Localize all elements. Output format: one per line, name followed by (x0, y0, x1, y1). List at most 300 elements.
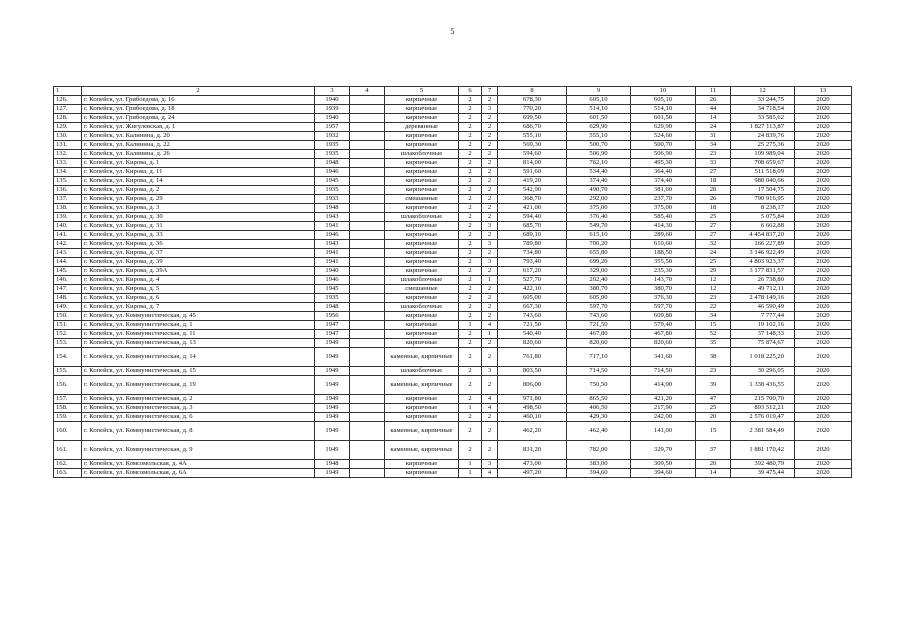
residential-area-cell: 309,50 (631, 460, 696, 469)
address-cell: г. Копейск, ул. Калинина, д. 20 (82, 132, 315, 141)
plan-year-cell: 2020 (795, 141, 852, 150)
residential-area-cell: 235,30 (631, 267, 696, 276)
floors-cell: 2 (459, 285, 482, 294)
row-number: 132. (54, 150, 82, 159)
wall-material-cell: кирпичные (385, 469, 459, 478)
wall-material-cell: кирпичные (385, 267, 459, 276)
address-cell: г. Копейск, ул. Комсомольская, д. 6А (82, 469, 315, 478)
floors-cell: 2 (459, 177, 482, 186)
year-built-cell: 1935 (315, 294, 350, 303)
address-cell: г. Копейск, ул. Комсомольская, д. 4А (82, 460, 315, 469)
floors-cell: 1 (459, 460, 482, 469)
column-header: 12 (731, 87, 795, 96)
column-header: 11 (696, 87, 731, 96)
living-area-cell: 374,40 (567, 177, 631, 186)
residents-cell: 52 (696, 330, 731, 339)
living-area-cell: 406,50 (567, 404, 631, 413)
plan-year-cell: 2020 (795, 258, 852, 267)
total-area-cell: 460,10 (498, 413, 567, 422)
address-cell: г. Копейск, ул. Кирова, д. 4 (82, 276, 315, 285)
address-cell: г. Копейск, ул. Кирова, д. 39 (82, 258, 315, 267)
residents-cell: 27 (696, 168, 731, 177)
wall-material-cell: кирпичные (385, 222, 459, 231)
wall-material-cell: деревянные (385, 123, 459, 132)
living-area-cell: 597,70 (567, 303, 631, 312)
residential-area-cell: 629,90 (631, 123, 696, 132)
year-built-cell: 1948 (315, 204, 350, 213)
residents-cell: 28 (696, 186, 731, 195)
housing-registry-table (53, 86, 852, 478)
entrances-cell: 2 (482, 177, 498, 186)
cost-cell: 1 827 113,87 (731, 123, 795, 132)
year-built-cell: 1949 (315, 441, 350, 460)
residents-cell: 31 (696, 132, 731, 141)
column-header: 5 (385, 87, 459, 96)
residential-area-cell: 506,90 (631, 150, 696, 159)
floors-cell: 2 (459, 348, 482, 367)
table-row (54, 258, 852, 267)
table-row (54, 132, 852, 141)
column-4-cell (350, 132, 385, 141)
table-row (54, 105, 852, 114)
cost-cell: 30 296,05 (731, 367, 795, 376)
wall-material-cell: кирпичные (385, 460, 459, 469)
floors-cell: 2 (459, 213, 482, 222)
column-4-cell (350, 404, 385, 413)
column-4-cell (350, 258, 385, 267)
wall-material-cell: шлакоблочные (385, 276, 459, 285)
total-area-cell: 689,10 (498, 231, 567, 240)
plan-year-cell: 2020 (795, 395, 852, 404)
year-built-cell: 1946 (315, 168, 350, 177)
year-built-cell: 1946 (315, 231, 350, 240)
row-number: 140. (54, 222, 82, 231)
year-built-cell: 1940 (315, 96, 350, 105)
total-area-cell: 419,20 (498, 177, 567, 186)
address-cell: г. Копейск, ул. Кирова, д. 7 (82, 303, 315, 312)
row-number: 138. (54, 204, 82, 213)
residents-cell: 34 (696, 141, 731, 150)
plan-year-cell: 2020 (795, 276, 852, 285)
row-number: 148. (54, 294, 82, 303)
residential-area-cell: 376,30 (631, 294, 696, 303)
row-number: 135. (54, 177, 82, 186)
table-row (54, 177, 852, 186)
year-built-cell: 1932 (315, 132, 350, 141)
table-row (54, 141, 852, 150)
address-cell: г. Копейск, ул. Коммунистическая, д. 13 (82, 339, 315, 348)
residents-cell: 20 (696, 413, 731, 422)
row-number: 153. (54, 339, 82, 348)
column-header: 2 (82, 87, 315, 96)
column-4-cell (350, 222, 385, 231)
wall-material-cell: кирпичные (385, 258, 459, 267)
cost-cell: 4 454 837,20 (731, 231, 795, 240)
table-row (54, 312, 852, 321)
column-header: 13 (795, 87, 852, 96)
wall-material-cell: кирпичные (385, 231, 459, 240)
cost-cell: 2 381 584,49 (731, 422, 795, 441)
floors-cell: 2 (459, 186, 482, 195)
address-cell: г. Копейск, ул. Коммунистическая, д. 8 (82, 422, 315, 441)
entrances-cell: 3 (482, 105, 498, 114)
cost-cell: 17 504,75 (731, 186, 795, 195)
wall-material-cell: кирпичные (385, 168, 459, 177)
year-built-cell: 1949 (315, 367, 350, 376)
entrances-cell: 2 (482, 339, 498, 348)
entrances-cell: 3 (482, 240, 498, 249)
row-number: 157. (54, 395, 82, 404)
table-row (54, 376, 852, 395)
living-area-cell: 202,40 (567, 276, 631, 285)
column-4-cell (350, 186, 385, 195)
total-area-cell: 497,20 (498, 469, 567, 478)
entrances-cell: 2 (482, 195, 498, 204)
living-area-cell: 534,40 (567, 168, 631, 177)
cost-cell: 166 227,89 (731, 240, 795, 249)
table-row (54, 168, 852, 177)
column-4-cell (350, 231, 385, 240)
year-built-cell: 1949 (315, 376, 350, 395)
table-row (54, 285, 852, 294)
wall-material-cell: кирпичные (385, 159, 459, 168)
floors-cell: 2 (459, 376, 482, 395)
floors-cell: 2 (459, 150, 482, 159)
living-area-cell: 762,10 (567, 159, 631, 168)
floors-cell: 2 (459, 141, 482, 150)
living-area-cell: 383,00 (567, 460, 631, 469)
plan-year-cell: 2020 (795, 186, 852, 195)
cost-cell: 215 700,70 (731, 395, 795, 404)
floors-cell: 2 (459, 312, 482, 321)
wall-material-cell: кирпичные (385, 141, 459, 150)
column-4-cell (350, 294, 385, 303)
total-area-cell: 569,30 (498, 141, 567, 150)
residents-cell: 37 (696, 441, 731, 460)
residents-cell: 14 (696, 114, 731, 123)
address-cell: г. Копейск, ул. Кирова, д. 33 (82, 231, 315, 240)
entrances-cell: 2 (482, 213, 498, 222)
column-4-cell (350, 168, 385, 177)
plan-year-cell: 2020 (795, 469, 852, 478)
wall-material-cell: кирпичные (385, 114, 459, 123)
column-4-cell (350, 240, 385, 249)
row-number: 156. (54, 376, 82, 395)
residents-cell: 32 (696, 240, 731, 249)
cost-cell: 109 989,04 (731, 150, 795, 159)
table-row (54, 213, 852, 222)
residents-cell: 35 (696, 339, 731, 348)
residential-area-cell: 188,50 (631, 249, 696, 258)
wall-material-cell: кирпичные (385, 249, 459, 258)
residents-cell: 25 (696, 258, 731, 267)
table-row (54, 123, 852, 132)
address-cell: г. Копейск, ул. Кирова, д. 5 (82, 285, 315, 294)
year-built-cell: 1939 (315, 105, 350, 114)
table-row (54, 222, 852, 231)
entrances-cell: 2 (482, 204, 498, 213)
residential-area-cell: 601,50 (631, 114, 696, 123)
wall-material-cell: кирпичные (385, 132, 459, 141)
floors-cell: 2 (459, 114, 482, 123)
entrances-cell: 2 (482, 267, 498, 276)
living-area-cell: 615,10 (567, 231, 631, 240)
residential-area-cell: 374,40 (631, 177, 696, 186)
cost-cell: 4 803 923,37 (731, 258, 795, 267)
column-4-cell (350, 96, 385, 105)
year-built-cell: 1948 (315, 460, 350, 469)
cost-cell: 24 839,76 (731, 132, 795, 141)
residential-area-cell: 355,50 (631, 258, 696, 267)
entrances-cell: 2 (482, 150, 498, 159)
floors-cell: 2 (459, 105, 482, 114)
residential-area-cell: 609,80 (631, 312, 696, 321)
living-area-cell: 329,00 (567, 267, 631, 276)
year-built-cell: 1940 (315, 267, 350, 276)
plan-year-cell: 2020 (795, 404, 852, 413)
row-number: 160. (54, 422, 82, 441)
total-area-cell: 473,00 (498, 460, 567, 469)
wall-material-cell: кирпичные (385, 240, 459, 249)
living-area-cell: 714,50 (567, 367, 631, 376)
year-built-cell: 1948 (315, 159, 350, 168)
plan-year-cell: 2020 (795, 460, 852, 469)
column-4-cell (350, 150, 385, 159)
cost-cell: 8 238,17 (731, 204, 795, 213)
row-number: 136. (54, 186, 82, 195)
plan-year-cell: 2020 (795, 267, 852, 276)
cost-cell: 7 777,44 (731, 312, 795, 321)
residents-cell: 24 (696, 123, 731, 132)
column-4-cell (350, 413, 385, 422)
living-area-cell: 467,80 (567, 330, 631, 339)
table-row (54, 114, 852, 123)
plan-year-cell: 2020 (795, 249, 852, 258)
residents-cell: 25 (696, 404, 731, 413)
address-cell: г. Копейск, ул. Коммунистическая, д. 11 (82, 330, 315, 339)
living-area-cell: 500,70 (567, 141, 631, 150)
year-built-cell: 1945 (315, 177, 350, 186)
living-area-cell: 605,00 (567, 294, 631, 303)
wall-material-cell: смешанные (385, 195, 459, 204)
address-cell: г. Копейск, ул. Жигулевская, д. 1 (82, 123, 315, 132)
table-body (54, 87, 852, 478)
residents-cell: 26 (696, 195, 731, 204)
floors-cell: 2 (459, 96, 482, 105)
plan-year-cell: 2020 (795, 204, 852, 213)
table-row (54, 469, 852, 478)
year-built-cell: 1949 (315, 413, 350, 422)
plan-year-cell: 2020 (795, 303, 852, 312)
row-number: 151. (54, 321, 82, 330)
cost-cell: 3 146 922,49 (731, 249, 795, 258)
entrances-cell: 2 (482, 441, 498, 460)
row-number: 163. (54, 469, 82, 478)
table-row (54, 294, 852, 303)
floors-cell: 2 (459, 231, 482, 240)
row-number: 152. (54, 330, 82, 339)
living-area-cell: 721,50 (567, 321, 631, 330)
cost-cell: 19 102,16 (731, 321, 795, 330)
address-cell: г. Копейск, ул. Калинина, д. 22 (82, 141, 315, 150)
row-number: 128. (54, 114, 82, 123)
residential-area-cell: 341,60 (631, 348, 696, 367)
entrances-cell: 2 (482, 114, 498, 123)
residential-area-cell: 514,10 (631, 105, 696, 114)
year-built-cell: 1943 (315, 240, 350, 249)
row-number: 144. (54, 258, 82, 267)
year-built-cell: 1949 (315, 348, 350, 367)
floors-cell: 2 (459, 395, 482, 404)
total-area-cell: 789,80 (498, 240, 567, 249)
cost-cell: 790 916,95 (731, 195, 795, 204)
table-row (54, 150, 852, 159)
entrances-cell: 3 (482, 367, 498, 376)
row-number: 141. (54, 231, 82, 240)
floors-cell: 2 (459, 204, 482, 213)
residents-cell: 20 (696, 460, 731, 469)
residents-cell: 27 (696, 231, 731, 240)
year-built-cell: 1945 (315, 285, 350, 294)
address-cell: г. Копейск, ул. Калинина, д. 26 (82, 150, 315, 159)
plan-year-cell: 2020 (795, 222, 852, 231)
column-4-cell (350, 460, 385, 469)
floors-cell: 2 (459, 276, 482, 285)
residents-cell: 33 (696, 159, 731, 168)
row-number: 147. (54, 285, 82, 294)
row-number: 130. (54, 132, 82, 141)
cost-cell: 33 244,75 (731, 96, 795, 105)
column-4-cell (350, 339, 385, 348)
total-area-cell: 667,30 (498, 303, 567, 312)
row-number: 137. (54, 195, 82, 204)
total-area-cell: 498,50 (498, 404, 567, 413)
floors-cell: 2 (459, 195, 482, 204)
total-area-cell: 605,00 (498, 294, 567, 303)
plan-year-cell: 2020 (795, 150, 852, 159)
floors-cell: 2 (459, 222, 482, 231)
wall-material-cell: каменные, кирпичные (385, 441, 459, 460)
residents-cell: 38 (696, 348, 731, 367)
residential-area-cell: 375,00 (631, 204, 696, 213)
total-area-cell: 806,00 (498, 376, 567, 395)
entrances-cell: 4 (482, 321, 498, 330)
total-area-cell: 803,50 (498, 367, 567, 376)
total-area-cell: 686,70 (498, 123, 567, 132)
total-area-cell: 422,10 (498, 285, 567, 294)
wall-material-cell: шлакоблочные (385, 303, 459, 312)
table-row (54, 186, 852, 195)
living-area-cell: 292,00 (567, 195, 631, 204)
residential-area-cell: 380,70 (631, 285, 696, 294)
address-cell: г. Копейск, ул. Кирова, д. 37 (82, 249, 315, 258)
entrances-cell: 2 (482, 413, 498, 422)
cost-cell: 988 040,66 (731, 177, 795, 186)
residents-cell: 15 (696, 422, 731, 441)
column-header: 9 (567, 87, 631, 96)
address-cell: г. Копейск, ул. Кирова, д. 6 (82, 294, 315, 303)
total-area-cell: 814,00 (498, 159, 567, 168)
column-4-cell (350, 441, 385, 460)
floors-cell: 2 (459, 303, 482, 312)
column-4-cell (350, 105, 385, 114)
entrances-cell: 4 (482, 469, 498, 478)
cost-cell: 6 662,88 (731, 222, 795, 231)
address-cell: г. Копейск, ул. Кирова, д. 2 (82, 186, 315, 195)
table-row (54, 321, 852, 330)
floors-cell: 1 (459, 321, 482, 330)
address-cell: г. Копейск, ул. Кирова, д. 31 (82, 222, 315, 231)
address-cell: г. Копейск, ул. Кирова, д. 1 (82, 159, 315, 168)
table-row (54, 240, 852, 249)
column-4-cell (350, 376, 385, 395)
column-4-cell (350, 367, 385, 376)
entrances-cell: 2 (482, 294, 498, 303)
column-4-cell (350, 276, 385, 285)
entrances-cell: 3 (482, 222, 498, 231)
residents-cell: 27 (696, 222, 731, 231)
row-number: 154. (54, 348, 82, 367)
living-area-cell: 375,00 (567, 204, 631, 213)
header-row (54, 87, 852, 96)
column-header: 7 (482, 87, 498, 96)
plan-year-cell: 2020 (795, 240, 852, 249)
table-row (54, 395, 852, 404)
wall-material-cell: каменные, кирпичные (385, 376, 459, 395)
column-4-cell (350, 213, 385, 222)
cost-cell: 25 275,36 (731, 141, 795, 150)
row-number: 150. (54, 312, 82, 321)
total-area-cell: 542,90 (498, 186, 567, 195)
floors-cell: 2 (459, 159, 482, 168)
wall-material-cell: кирпичные (385, 294, 459, 303)
column-4-cell (350, 312, 385, 321)
year-built-cell: 1957 (315, 123, 350, 132)
total-area-cell: 761,80 (498, 348, 567, 367)
plan-year-cell: 2020 (795, 132, 852, 141)
cost-cell: 26 738,80 (731, 276, 795, 285)
year-built-cell: 1949 (315, 395, 350, 404)
column-4-cell (350, 195, 385, 204)
row-number: 129. (54, 123, 82, 132)
address-cell: г. Копейск, ул. Коммунистическая, д. 9 (82, 441, 315, 460)
residents-cell: 44 (696, 105, 731, 114)
column-4-cell (350, 159, 385, 168)
total-area-cell: 820,60 (498, 339, 567, 348)
plan-year-cell: 2020 (795, 213, 852, 222)
table-row (54, 96, 852, 105)
total-area-cell: 527,70 (498, 276, 567, 285)
year-built-cell: 1948 (315, 303, 350, 312)
entrances-cell: 2 (482, 132, 498, 141)
wall-material-cell: кирпичные (385, 204, 459, 213)
wall-material-cell: кирпичные (385, 177, 459, 186)
floors-cell: 2 (459, 123, 482, 132)
residents-cell: 23 (696, 294, 731, 303)
entrances-cell: 2 (482, 159, 498, 168)
row-number: 146. (54, 276, 82, 285)
living-area-cell: 743,60 (567, 312, 631, 321)
table-row (54, 441, 852, 460)
table-row (54, 303, 852, 312)
total-area-cell: 421,00 (498, 204, 567, 213)
entrances-cell: 2 (482, 312, 498, 321)
year-built-cell: 1935 (315, 186, 350, 195)
living-area-cell: 629,90 (567, 123, 631, 132)
column-4-cell (350, 177, 385, 186)
column-4-cell (350, 123, 385, 132)
total-area-cell: 555,10 (498, 132, 567, 141)
